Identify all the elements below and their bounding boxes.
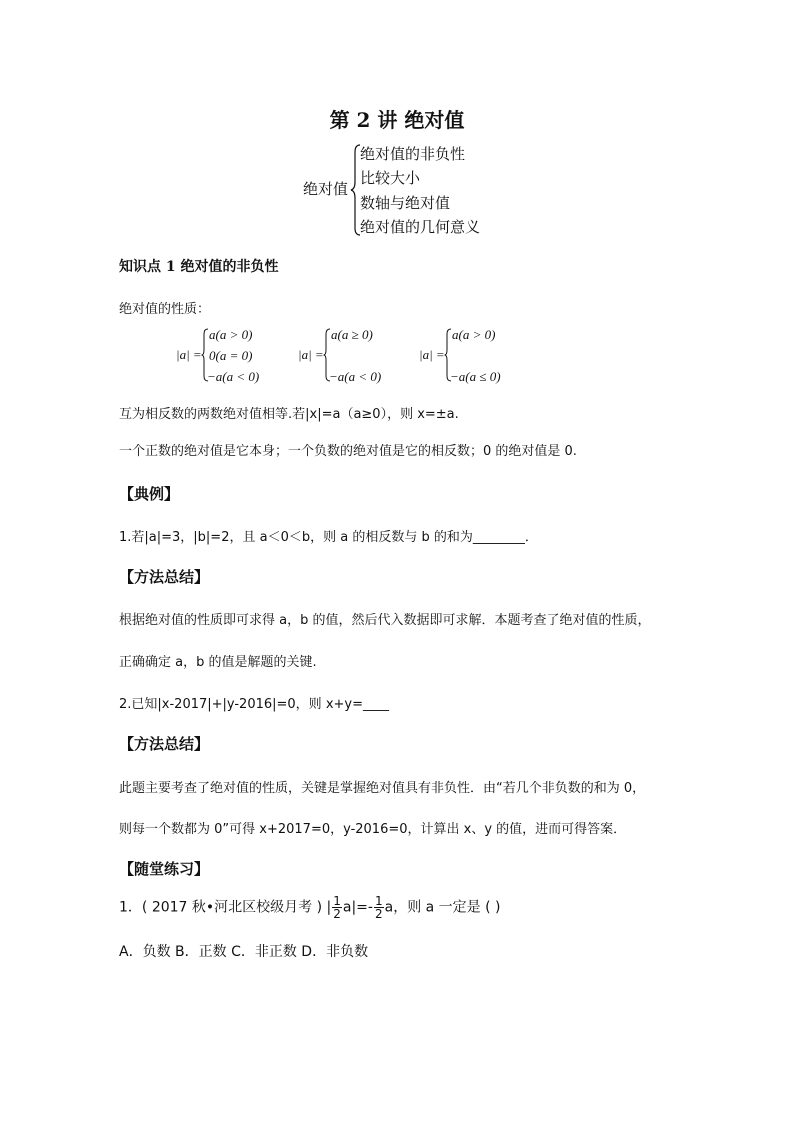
- outline-label: 绝对值: [303, 180, 349, 198]
- practice-heading: 【随堂练习】: [119, 860, 210, 878]
- fraction-denominator: 2: [333, 907, 341, 921]
- example-question: 1.若|a|=3，|b|=2，且 a＜0＜b，则 a 的相反数与 b 的和为________．: [119, 530, 538, 545]
- fraction: [374, 895, 384, 920]
- property-text: 互为相反数的两数绝对值相等.若|x|=a（a≥0），则 x=±a.: [119, 407, 459, 422]
- outline-item: 绝对值的几何意义: [360, 218, 481, 236]
- formula-case: −a(a < 0): [207, 369, 260, 384]
- page-title: 第 2 讲 绝对值: [329, 108, 465, 132]
- question-mid: a|=-: [342, 899, 373, 916]
- fraction-denominator: 2: [374, 907, 383, 921]
- question-suffix: a，则 a 一定是 ( ): [384, 899, 501, 916]
- formula-case: a(a > 0): [209, 327, 253, 342]
- formula-lhs: |a| =: [176, 347, 202, 362]
- practice-question: [119, 895, 501, 920]
- outline-item: 比较大小: [360, 169, 421, 187]
- formula-case: a(a > 0): [452, 327, 496, 342]
- fraction-numerator: 1: [374, 894, 383, 908]
- property-label: 绝对值的性质：: [119, 302, 211, 317]
- formula-case: a(a ≥ 0): [331, 327, 373, 342]
- property-text: 一个正数的绝对值是它本身；一个负数的绝对值是它的相反数；0 的绝对值是 0.: [119, 444, 577, 459]
- formula-case: 0(a = 0): [209, 348, 253, 363]
- outline-item: 数轴与绝对值: [360, 194, 451, 212]
- method-text: 则每一个数都为 0”可得 x+2017=0，y-2016=0，计算出 x、y 的值，进而可得答案．: [119, 822, 627, 837]
- example-question: 2.已知|x-2017|+|y-2016|=0，则 x+y=____: [119, 697, 389, 712]
- method-heading: 【方法总结】: [119, 568, 210, 586]
- fraction-numerator: 1: [333, 894, 341, 908]
- fraction: [332, 895, 342, 920]
- method-text: 根据绝对值的性质即可求得 a，b 的值，然后代入数据即可求解．本题考查了绝对值的性质，: [119, 613, 651, 628]
- formula-lhs: |a| =: [298, 347, 324, 362]
- method-text: 正确确定 a，b 的值是解题的关键.: [119, 655, 317, 670]
- example-heading: 【典例】: [119, 485, 180, 503]
- section-heading: 知识点 1 绝对值的非负性: [119, 259, 279, 275]
- formula-case: −a(a ≤ 0): [450, 369, 501, 384]
- answer-options: A．负数 B．正数 C．非正数 D．非负数: [119, 944, 369, 960]
- formula-case: −a(a < 0): [329, 369, 382, 384]
- method-heading: 【方法总结】: [119, 735, 210, 753]
- outline-item: 绝对值的非负性: [360, 145, 466, 163]
- method-text: 此题主要考查了绝对值的性质，关键是掌握绝对值具有非负性．由“若几个非负数的和为 0，: [119, 781, 646, 796]
- formula-lhs: |a| =: [419, 347, 445, 362]
- question-prefix: 1．( 2017 秋•河北区校级月考 ) |: [119, 899, 332, 916]
